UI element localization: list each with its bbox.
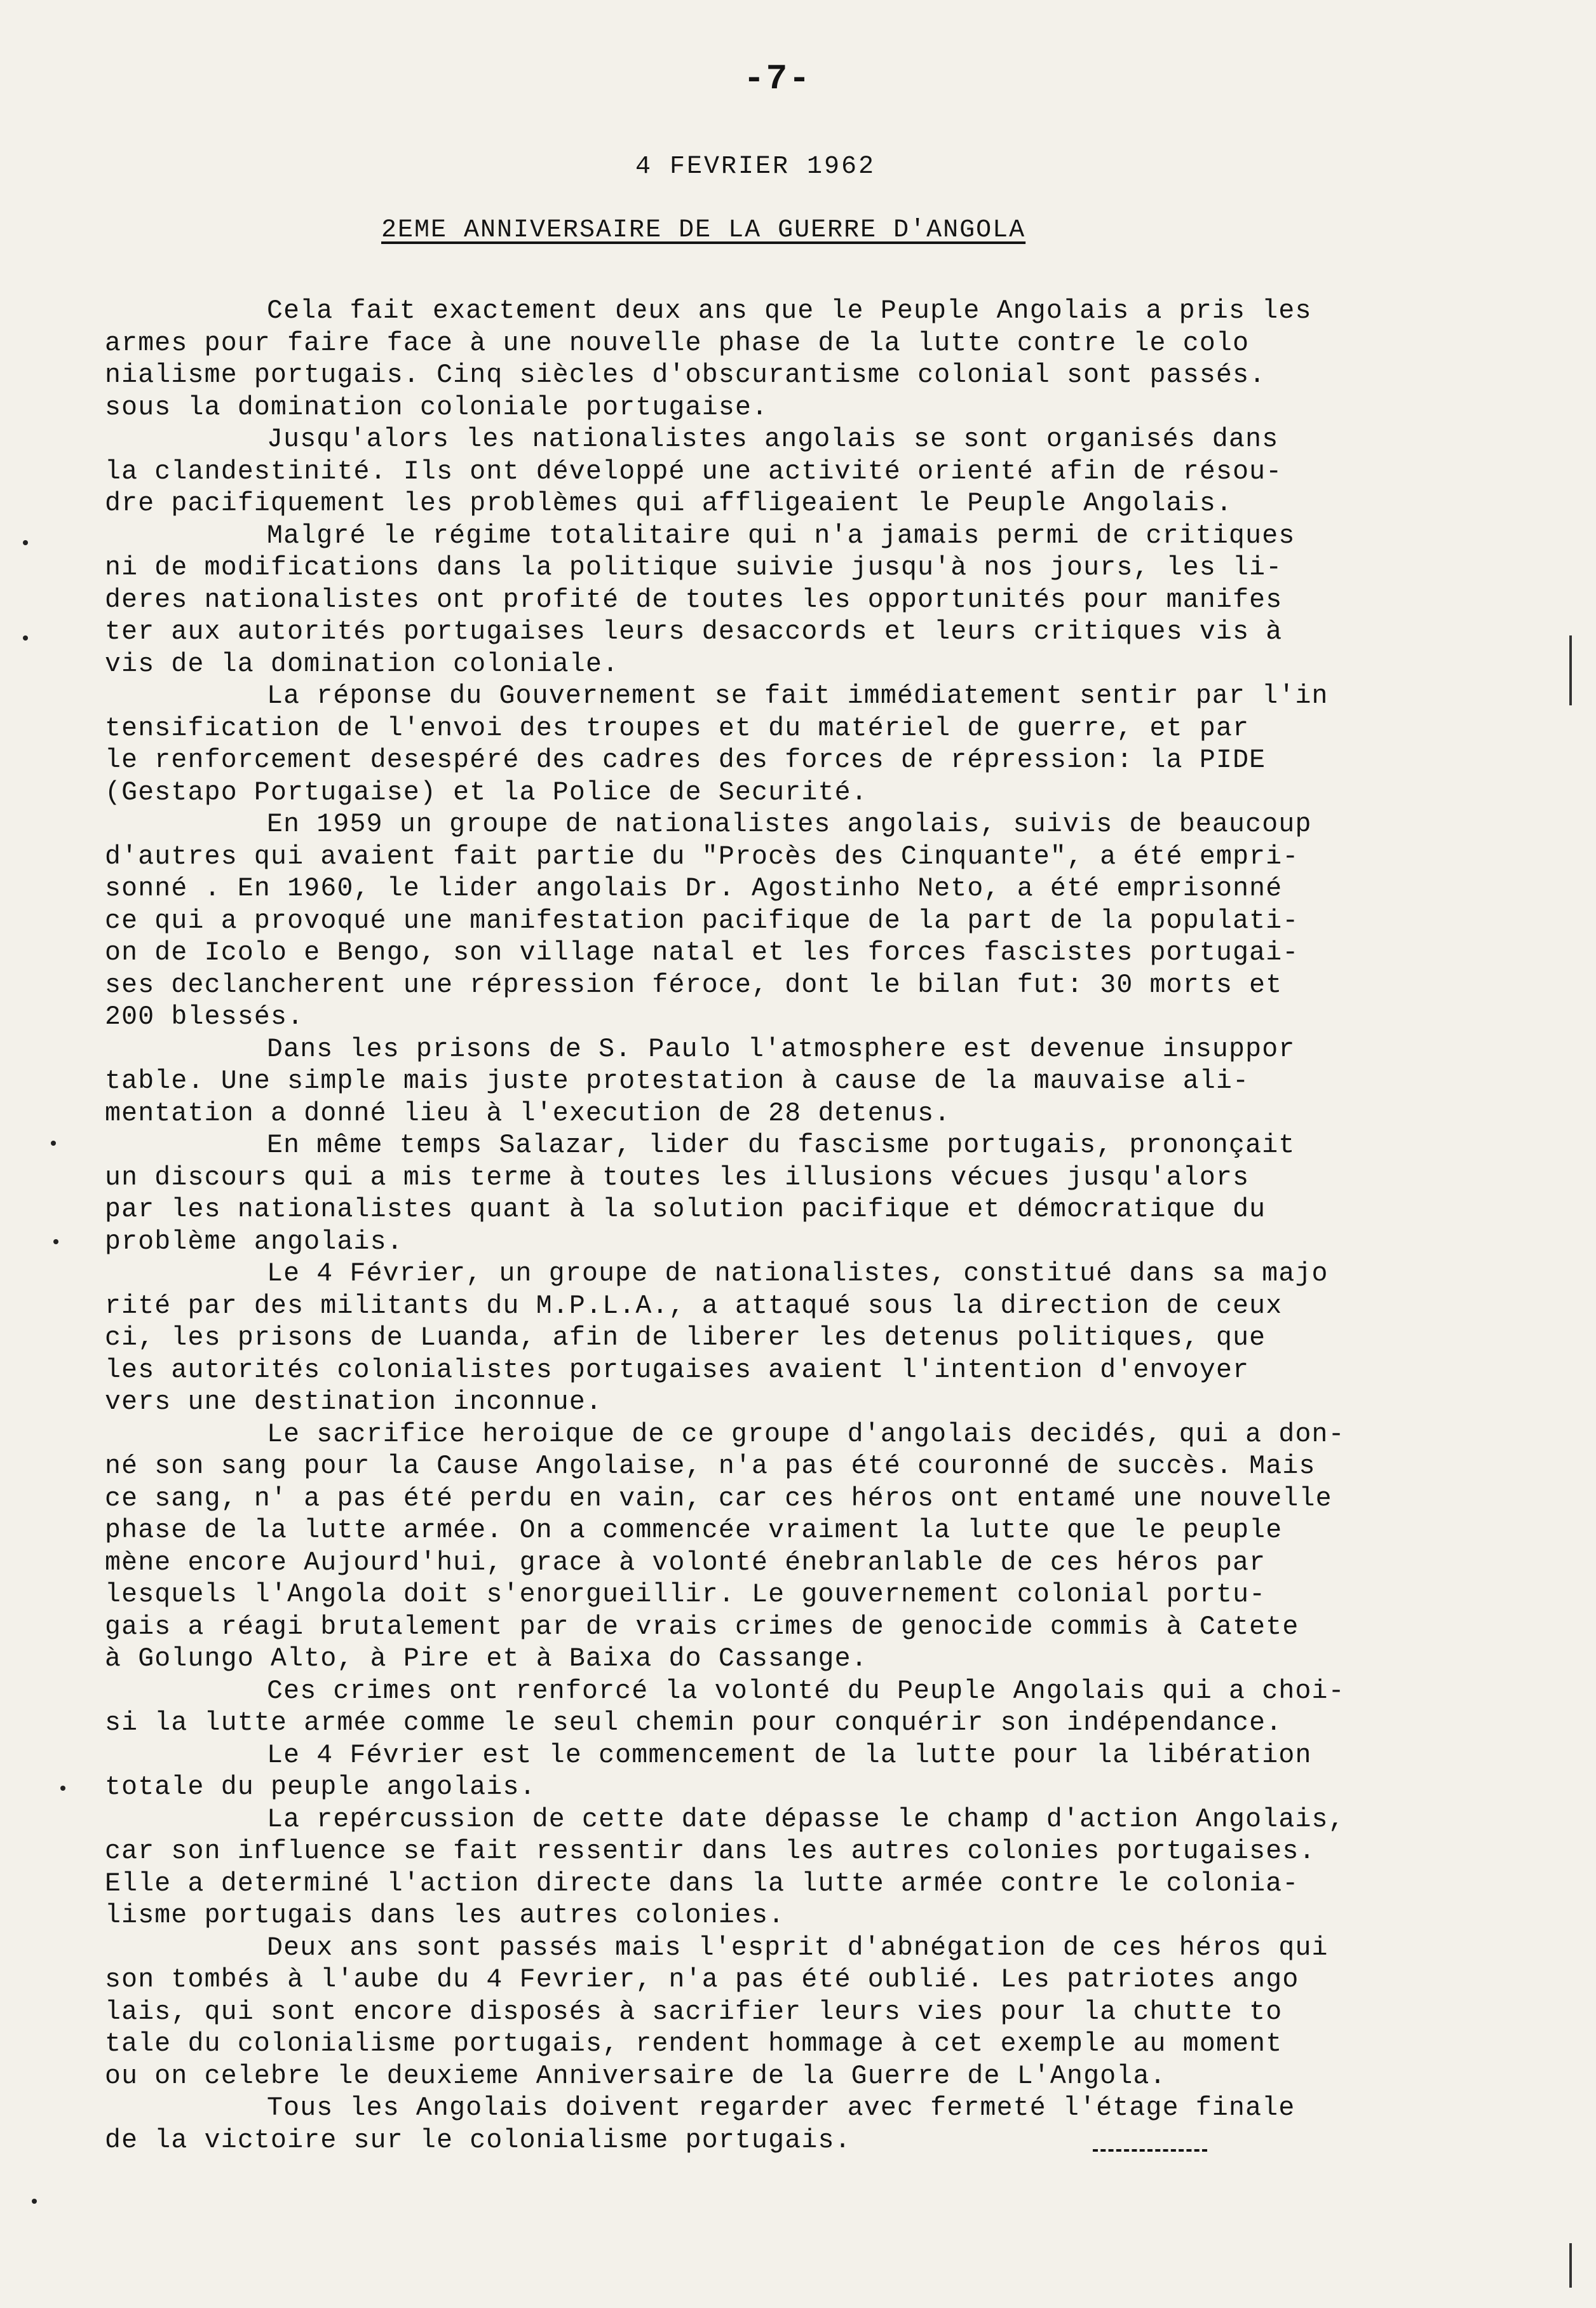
text-line: tale du colonialisme portugais, rendent hommage à cet exemple au moment (105, 2029, 1283, 2059)
text-line: 200 blessés. (105, 1002, 304, 1032)
text-line: lisme portugais dans les autres colonies. (105, 1901, 785, 1931)
text-line: armes pour faire face à une nouvelle phase de la lutte contre le colo (105, 328, 1250, 358)
text-line: la clandestinité. Ils ont développé une activité orienté afin de résou- (105, 456, 1283, 487)
text-line: son tombés à l'aube du 4 Fevrier, n'a pas été oublié. Les patriotes ango (105, 1965, 1299, 1995)
page-title: 2EME ANNIVERSAIRE DE LA GUERRE D'ANGOLA (381, 216, 1026, 245)
text-line: Elle a determiné l'action directe dans la lutte armée contre le colonia- (105, 1868, 1299, 1899)
text-line: lais, qui sont encore disposés à sacrifier leurs vies pour la chutte to (105, 1997, 1283, 2027)
text-line: totale du peuple angolais. (105, 1772, 536, 1802)
text-line: Malgré le régime totalitaire qui n'a jamais permi de critiques (267, 520, 1295, 551)
text-line: Le sacrifice heroique de ce groupe d'angolais decidés, qui a don- (267, 1419, 1345, 1449)
margin-mark (60, 1786, 65, 1791)
text-line: sonné . En 1960, le lider angolais Dr. Agostinho Neto, a été emprisonné (105, 874, 1283, 904)
document-body (105, 295, 1518, 2157)
text-line: ci, les prisons de Luanda, afin de liberer les detenus politiques, que (105, 1323, 1266, 1353)
text-line: rité par des militants du M.P.L.A., a attaqué sous la direction de ceux (105, 1291, 1283, 1321)
text-line: phase de la lutte armée. On a commencée vraiment la lutte que le peuple (105, 1516, 1283, 1545)
text-line: Deux ans sont passés mais l'esprit d'abnégation de ces héros qui (267, 1932, 1329, 1963)
text-line: Le 4 Février est le commencement de la lutte pour la libération (267, 1740, 1312, 1770)
text-line: problème angolais. (105, 1226, 403, 1257)
margin-mark (53, 1239, 58, 1244)
text-line: La réponse du Gouvernement se fait immédiatement sentir par l'in (267, 681, 1329, 711)
text-line: Tous les Angolais doivent regarder avec fermeté l'étage finale (267, 2093, 1295, 2123)
margin-mark (32, 2199, 37, 2204)
text-line: par les nationalistes quant à la solution pacifique et démocratique du (105, 1195, 1266, 1225)
margin-mark (1569, 2243, 1572, 2288)
margin-mark (23, 635, 28, 641)
text-line: à Golungo Alto, à Pire et à Baixa do Cassange. (105, 1644, 868, 1674)
text-line: Le 4 Février, un groupe de nationalistes, constitué dans sa majo (267, 1259, 1329, 1289)
text-line: (Gestapo Portugaise) et la Police de Securité. (105, 777, 868, 808)
text-line: les autorités colonialistes portugaises avaient l'intention d'envoyer (105, 1355, 1250, 1385)
text-line: d'autres qui avaient fait partie du "Procès des Cinquante", a été empri- (105, 841, 1299, 872)
text-line: Jusqu'alors les nationalistes angolais se sont organisés dans (267, 424, 1279, 454)
text-line: mène encore Aujourd'hui, grace à volonté énebranlable de ces héros par (105, 1547, 1266, 1578)
text-line: tensification de l'envoi des troupes et du matériel de guerre, et par (105, 713, 1250, 743)
text-line: si la lutte armée comme le seul chemin pour conquérir son indépendance. (105, 1708, 1283, 1738)
closing-rule (1093, 2149, 1207, 2152)
text-line: Dans les prisons de S. Paulo l'atmosphere est devenue insuppor (267, 1034, 1295, 1064)
text-line: ou on celebre le deuxieme Anniversaire de la Guerre de L'Angola. (105, 2061, 1167, 2091)
text-line: ses declancherent une répression féroce, dont le bilan fut: 30 morts et (105, 970, 1283, 1000)
text-line: vers une destination inconnue. (105, 1387, 603, 1417)
page-number: -7- (743, 58, 811, 99)
text-line: ce qui a provoqué une manifestation pacifique de la part de la populati- (105, 906, 1299, 936)
text-line: lesquels l'Angola doit s'enorgueillir. Le gouvernement colonial portu- (105, 1580, 1266, 1610)
text-line: né son sang pour la Cause Angolaise, n'a pas été couronné de succès. Mais (105, 1451, 1316, 1481)
text-line: La repércussion de cette date dépasse le champ d'action Angolais, (267, 1804, 1345, 1835)
text-line: sous la domination coloniale portugaise. (105, 392, 769, 423)
text-line: En même temps Salazar, lider du fascisme portugais, prononçait (267, 1130, 1295, 1160)
text-line: ni de modifications dans la politique suivie jusqu'à nos jours, les li- (105, 553, 1283, 583)
text-line: Ces crimes ont renforcé la volonté du Peuple Angolais qui a choi- (267, 1676, 1345, 1706)
text-line: mentation a donné lieu à l'execution de 28 detenus. (105, 1098, 951, 1129)
text-line: car son influence se fait ressentir dans les autres colonies portugaises. (105, 1836, 1316, 1866)
text-line: ter aux autorités portugaises leurs desaccords et leurs critiques vis à (105, 617, 1283, 647)
text-line: ce sang, n' a pas été perdu en vain, car ces héros ont entamé une nouvelle (105, 1483, 1332, 1514)
margin-mark (1569, 635, 1572, 705)
text-line: table. Une simple mais juste protestation à cause de la mauvaise ali- (105, 1066, 1250, 1096)
text-line: gais a réagi brutalement par de vrais crimes de genocide commis à Catete (105, 1612, 1299, 1642)
text-line: vis de la domination coloniale. (105, 649, 619, 679)
text-line: deres nationalistes ont profité de toutes les opportunités pour manifes (105, 585, 1283, 615)
text-line: En 1959 un groupe de nationalistes angolais, suivis de beaucoup (267, 810, 1312, 839)
text-line: un discours qui a mis terme à toutes les illusions vécues jusqu'alors (105, 1162, 1250, 1193)
text-line: nialisme portugais. Cinq siècles d'obscurantisme colonial sont passés. (105, 360, 1266, 390)
margin-mark (23, 540, 28, 545)
text-line: on de Icolo e Bengo, son village natal et les forces fascistes portugai- (105, 938, 1299, 968)
text-line: de la victoire sur le colonialisme portugais. (105, 2125, 851, 2155)
date-heading: 4 FEVRIER 1962 (635, 153, 876, 181)
margin-mark (51, 1141, 56, 1146)
text-line: Cela fait exactement deux ans que le Peuple Angolais a pris les (267, 296, 1312, 326)
text-line: dre pacifiquement les problèmes qui affligeaient le Peuple Angolais. (105, 489, 1233, 519)
text-line: le renforcement desespéré des cadres des forces de répression: la PIDE (105, 745, 1266, 775)
